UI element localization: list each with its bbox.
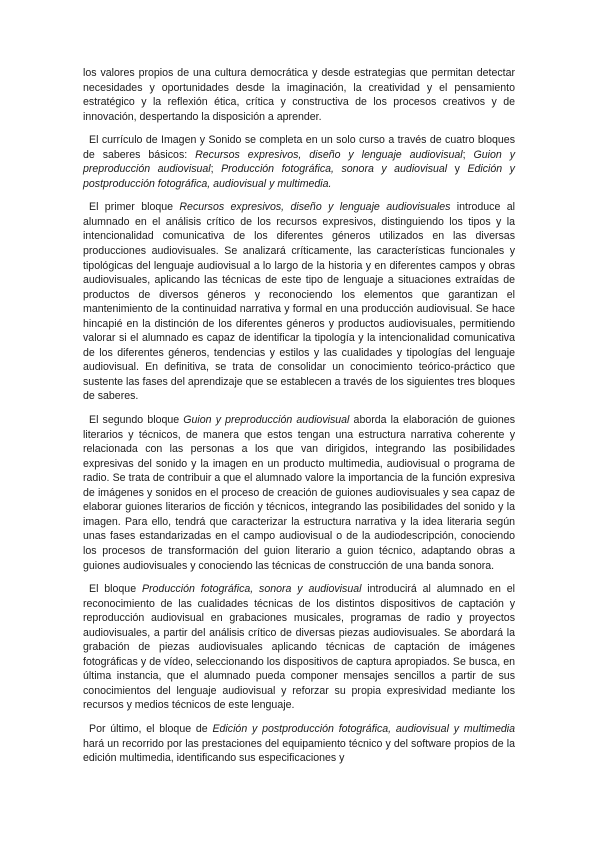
block-title-edicion: Edición y postproducción fotográfica, audiovisual y multimedia [212, 722, 516, 735]
text-segment: El currículo de Imagen y Sonido se completa en un solo curso a través de cuatro bloques de saberes básicos: [83, 134, 515, 161]
paragraph-continuation [83, 66, 515, 124]
block-title-recursos: Recursos expresivos, diseño y lenguaje audiovisuales [179, 201, 451, 214]
text-segment: ; [210, 163, 222, 176]
text-segment: hará un recorrido por las prestaciones del equipamiento técnico y del software propios de la edición multimedia, identificando sus especificaciones y [83, 737, 515, 765]
text-segment: ; [462, 148, 474, 161]
block-title-produccion: Producción fotográfica, sonora y audiovisual [221, 163, 448, 176]
document-page [83, 66, 515, 775]
text-segment: Por último, el bloque de [89, 722, 213, 735]
paragraph-fourth-block [83, 722, 515, 766]
text-segment: El primer bloque [89, 201, 180, 214]
text-segment: y [447, 163, 468, 176]
text-segment: El bloque [89, 583, 142, 596]
paragraph-second-block [83, 413, 515, 573]
text-segment: introducirá al alumnado en el reconocimiento de las cualidades técnicas de los distintos dispositivos de captación y reproducción audiovisual en grabaciones musicales, programas de radio y proyectos audiovisuales, a partir del análisis crítico de diversas piezas audiovisuales. Se abordará la grabación de piezas audiovisuales aplicando técnicas de captación de imágenes fotográficas y de vídeo, seleccionando los dispositivos de captura apropiados. Se busca, en última instancia, que el alumnado pueda componer mensajes sencillos a partir de sus conocimientos del lenguaje audiovisual y reforzar su propia expresividad mediante los recursos y medios técnicos de este lenguaje. [83, 583, 515, 712]
paragraph-first-block [83, 200, 515, 404]
text-segment: introduce al alumnado en el análisis crítico de los recursos expresivos, distinguiendo los tipos y la intencionalidad comunicativa de los diferentes géneros utilizados en las diversas producciones audiovisuales. Se analizará críticamente, las características funcionales y tipológicas del lenguaje audiovisual a lo largo de la historia y en diferentes campos y obras audiovisuales, aplicando las técnicas de este tipo de lenguaje a situaciones extraídas de productos de diversos géneros y reconociendo los elementos que garantizan el mantenimiento de la continuidad narrativa y formal en una producción audiovisual. Se hace hincapié en la distinción de los diferentes géneros y productos audiovisuales, permitiendo valorar si el alumnado es capaz de identificar la tipología y la intencionalidad comunicativa de los diferentes géneros, tendencias y estilos y las cualidades y tipologías del lenguaje audiovisual. En definitiva, se trata de consolidar un conocimiento teórico-práctico que sustente las fases del aprendizaje que se establecen a través de los siguientes tres bloques de saberes. [83, 201, 515, 403]
block-title-guion: Guion y preproducción audiovisual [183, 414, 350, 427]
text-segment: El segundo bloque [89, 414, 184, 427]
paragraph-curriculum-overview [83, 133, 515, 191]
paragraph-third-block [83, 582, 515, 713]
text-segment: los valores propios de una cultura democrática y desde estrategias que permitan detectar necesidades y oportunidades desde la imaginación, la creatividad y el pensamiento estratégico y la reflexión ética, crítica y constructiva de los procesos creativos y de innovación, despertando la disposición a aprender. [83, 67, 515, 123]
block-title-edicion: Edición y postproducción fotográfica, audiovisual y multimedia. [83, 163, 515, 190]
block-title-produccion: Producción fotográfica, sonora y audiovisual [141, 583, 362, 596]
block-title-recursos: Recursos expresivos, diseño y lenguaje audiovisual [195, 148, 463, 161]
block-title-guion: Guion y preproducción audiovisual [83, 148, 515, 176]
text-segment: aborda la elaboración de guiones literarios y técnicos, de manera que estos tengan una estructura narrativa coherente y relacionada con las personas a los que van dirigidos, integrando las posibilidades expresivas del sonido y la imagen en un producto multimedia, audiovisual o programa de radio. Se trata de contribuir a que el alumnado valore la importancia de la función expresiva de imágenes y sonidos en el proceso de creación de guiones audiovisuales y sea capaz de elaborar guiones literarios de ficción y técnicos, integrando las posibilidades del sonido y la imagen. Para ello, tendrá que caracterizar la estructura narrativa y la idea literaria según unas fases estandarizadas en el campo audiovisual o de la audiodescripción, conociendo los procesos de transformación del guion literario a guion técnico, adaptando obras a guiones audiovisuales y conociendo las técnicas de construcción de una banda sonora. [83, 414, 515, 572]
